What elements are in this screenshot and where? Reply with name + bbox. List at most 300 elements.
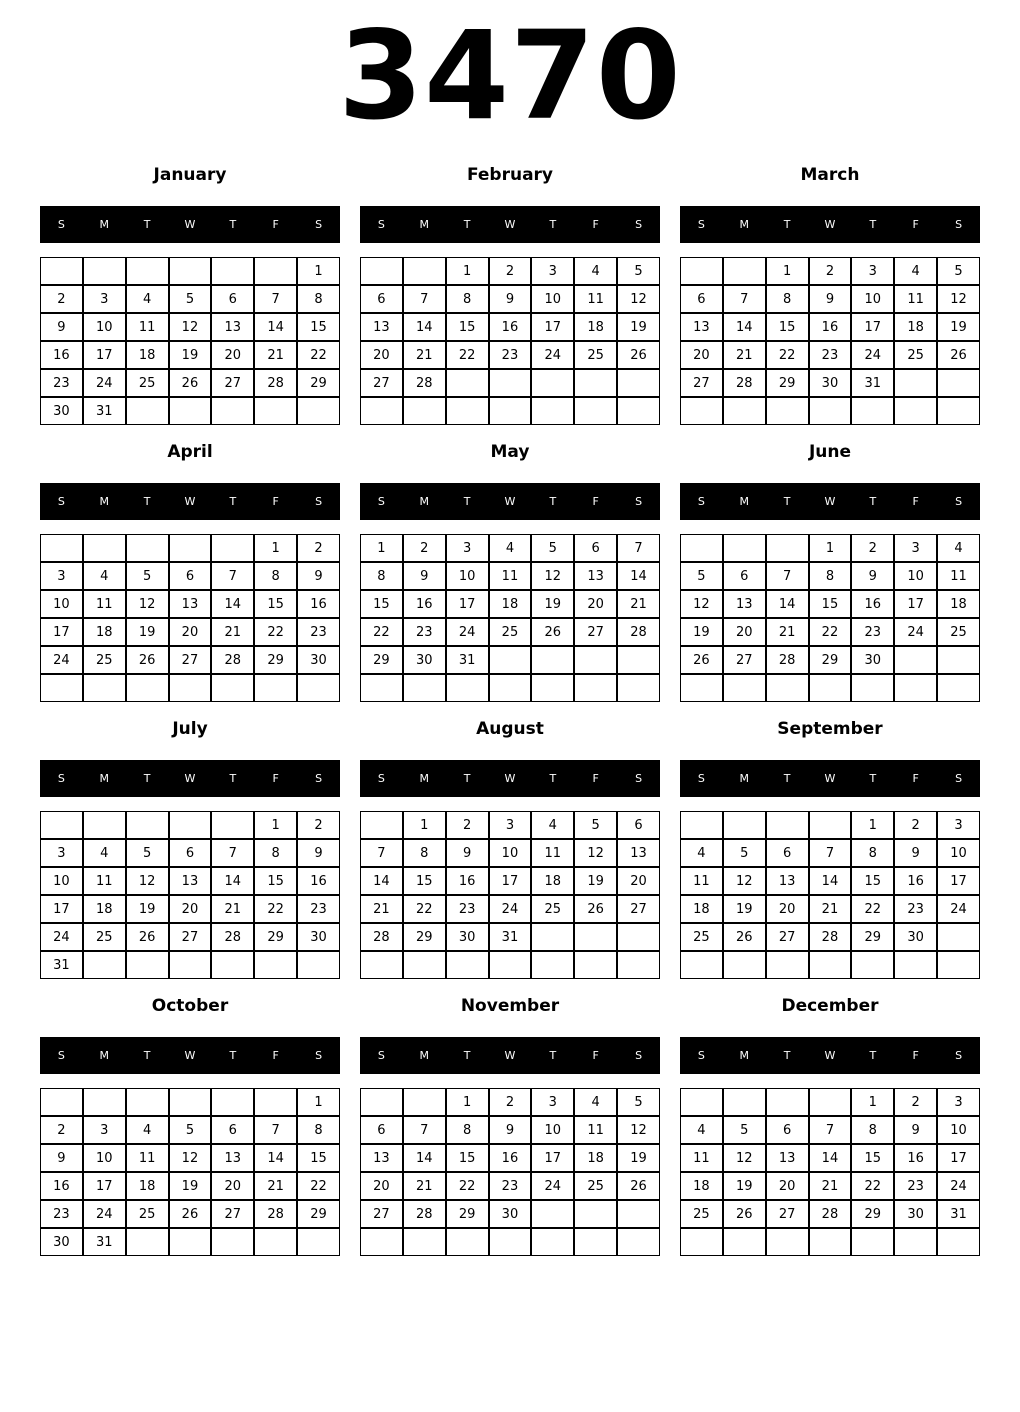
empty-cell — [809, 951, 852, 979]
week-row — [360, 341, 660, 369]
week-row — [680, 369, 980, 397]
empty-cell — [531, 397, 574, 425]
weekday-label: T — [463, 1049, 471, 1062]
week-row — [680, 867, 980, 895]
week-row — [680, 285, 980, 313]
date-cell: 24 — [937, 895, 980, 923]
weekday-label: W — [504, 772, 516, 785]
weekday-label: T — [549, 218, 557, 231]
date-cell: 1 — [360, 534, 403, 562]
empty-cell — [254, 1228, 297, 1256]
date-cell: 11 — [126, 1144, 169, 1172]
weekday-label: W — [504, 1049, 516, 1062]
date-cell: 9 — [40, 1144, 83, 1172]
date-cell: 5 — [169, 285, 212, 313]
date-cell: 21 — [766, 618, 809, 646]
week-row — [40, 674, 340, 702]
date-cell: 15 — [254, 590, 297, 618]
date-cell: 17 — [937, 867, 980, 895]
date-cell: 14 — [809, 867, 852, 895]
date-cell: 29 — [403, 923, 446, 951]
date-cell: 2 — [894, 1088, 937, 1116]
week-row — [360, 257, 660, 285]
date-cell: 22 — [254, 618, 297, 646]
week-row — [680, 839, 980, 867]
date-cell: 26 — [126, 923, 169, 951]
weekday-label: T — [549, 495, 557, 508]
date-cell: 23 — [297, 618, 340, 646]
date-cell: 24 — [40, 646, 83, 674]
date-cell: 24 — [489, 895, 532, 923]
date-cell: 28 — [211, 646, 254, 674]
empty-cell — [126, 674, 169, 702]
date-cell: 19 — [617, 313, 660, 341]
date-cell: 15 — [851, 1144, 894, 1172]
date-cell: 6 — [680, 285, 723, 313]
empty-cell — [126, 257, 169, 285]
weekday-header-bar — [680, 206, 980, 243]
date-cell: 22 — [851, 895, 894, 923]
date-cell: 6 — [169, 562, 212, 590]
week-row — [40, 839, 340, 867]
empty-cell — [574, 1200, 617, 1228]
week-row — [680, 811, 980, 839]
empty-cell — [254, 397, 297, 425]
date-cell: 6 — [169, 839, 212, 867]
date-cell: 25 — [680, 923, 723, 951]
date-cell: 10 — [531, 1116, 574, 1144]
date-cell: 22 — [446, 341, 489, 369]
week-row — [40, 285, 340, 313]
date-cell: 1 — [297, 1088, 340, 1116]
date-cell: 13 — [169, 590, 212, 618]
weekday-label: S — [697, 1049, 705, 1062]
date-cell: 6 — [360, 285, 403, 313]
date-cell: 21 — [254, 1172, 297, 1200]
date-cell: 31 — [83, 397, 126, 425]
date-cell: 12 — [169, 1144, 212, 1172]
weekday-label: S — [315, 218, 323, 231]
month-title: January — [153, 165, 227, 185]
date-cell: 29 — [254, 646, 297, 674]
weekday-label: F — [592, 772, 599, 785]
week-row — [40, 341, 340, 369]
weekday-label: F — [912, 772, 919, 785]
weekday-label: T — [143, 495, 151, 508]
weekday-label: S — [635, 1049, 643, 1062]
weekday-label: T — [143, 218, 151, 231]
date-cell: 26 — [723, 923, 766, 951]
empty-cell — [680, 1228, 723, 1256]
date-cell: 14 — [254, 313, 297, 341]
empty-cell — [40, 1088, 83, 1116]
date-cell: 28 — [809, 1200, 852, 1228]
empty-cell — [169, 1228, 212, 1256]
empty-cell — [126, 811, 169, 839]
weekday-header-bar — [40, 1037, 340, 1074]
date-cell: 10 — [83, 313, 126, 341]
date-cell: 27 — [766, 1200, 809, 1228]
week-row — [680, 1116, 980, 1144]
date-cell: 29 — [297, 369, 340, 397]
date-cell: 9 — [809, 285, 852, 313]
weekday-label: S — [57, 495, 65, 508]
empty-cell — [894, 1228, 937, 1256]
date-cell: 19 — [574, 867, 617, 895]
date-cell: 3 — [83, 1116, 126, 1144]
date-cell: 19 — [169, 341, 212, 369]
date-cell: 17 — [40, 895, 83, 923]
empty-cell — [169, 674, 212, 702]
week-row — [360, 923, 660, 951]
weekday-label: T — [783, 772, 791, 785]
empty-cell — [723, 534, 766, 562]
date-cell: 27 — [360, 369, 403, 397]
date-cell: 9 — [40, 313, 83, 341]
empty-cell — [851, 951, 894, 979]
month-may — [360, 429, 660, 706]
date-cell: 1 — [254, 534, 297, 562]
date-cell: 14 — [403, 1144, 446, 1172]
date-cell: 28 — [617, 618, 660, 646]
date-cell: 16 — [894, 1144, 937, 1172]
empty-cell — [360, 811, 403, 839]
date-cell: 25 — [574, 341, 617, 369]
date-cell: 23 — [851, 618, 894, 646]
date-cell: 29 — [297, 1200, 340, 1228]
weekday-label: T — [229, 1049, 237, 1062]
empty-cell — [937, 397, 980, 425]
date-cell: 17 — [489, 867, 532, 895]
date-cell: 18 — [531, 867, 574, 895]
weekday-label: W — [184, 495, 196, 508]
date-cell: 21 — [211, 618, 254, 646]
date-cell: 30 — [851, 646, 894, 674]
weekday-label: S — [635, 495, 643, 508]
week-row — [40, 534, 340, 562]
date-cell: 2 — [297, 811, 340, 839]
date-cell: 25 — [894, 341, 937, 369]
date-cell: 2 — [403, 534, 446, 562]
date-cell: 15 — [254, 867, 297, 895]
date-cell: 13 — [723, 590, 766, 618]
empty-cell — [169, 397, 212, 425]
date-cell: 3 — [851, 257, 894, 285]
date-cell: 17 — [531, 313, 574, 341]
date-cell: 28 — [403, 369, 446, 397]
date-cell: 30 — [894, 1200, 937, 1228]
weekday-label: T — [869, 218, 877, 231]
date-grid — [680, 811, 980, 979]
date-cell: 7 — [211, 562, 254, 590]
date-cell: 23 — [809, 341, 852, 369]
date-grid — [360, 257, 660, 425]
date-cell: 7 — [211, 839, 254, 867]
week-row — [40, 257, 340, 285]
empty-cell — [531, 646, 574, 674]
week-row — [40, 562, 340, 590]
empty-cell — [211, 1228, 254, 1256]
date-cell: 21 — [723, 341, 766, 369]
date-cell: 10 — [40, 867, 83, 895]
empty-cell — [40, 674, 83, 702]
date-cell: 13 — [211, 313, 254, 341]
week-row — [40, 1116, 340, 1144]
date-cell: 19 — [723, 895, 766, 923]
date-cell: 26 — [169, 369, 212, 397]
weekday-label: M — [419, 218, 430, 231]
month-june — [680, 429, 980, 706]
empty-cell — [937, 951, 980, 979]
weekday-header-bar — [40, 483, 340, 520]
date-cell: 31 — [851, 369, 894, 397]
date-cell: 18 — [83, 895, 126, 923]
date-cell: 21 — [403, 1172, 446, 1200]
date-cell: 9 — [403, 562, 446, 590]
week-row — [680, 1144, 980, 1172]
empty-cell — [809, 811, 852, 839]
date-cell: 4 — [126, 285, 169, 313]
date-cell: 1 — [446, 257, 489, 285]
date-cell: 14 — [360, 867, 403, 895]
date-cell: 20 — [169, 618, 212, 646]
empty-cell — [126, 1228, 169, 1256]
date-cell: 17 — [83, 341, 126, 369]
empty-cell — [126, 951, 169, 979]
date-cell: 28 — [360, 923, 403, 951]
date-cell: 21 — [254, 341, 297, 369]
empty-cell — [169, 1088, 212, 1116]
empty-cell — [360, 674, 403, 702]
date-cell: 17 — [83, 1172, 126, 1200]
date-cell: 22 — [809, 618, 852, 646]
date-cell: 12 — [169, 313, 212, 341]
weekday-header-bar — [680, 483, 980, 520]
empty-cell — [489, 646, 532, 674]
empty-cell — [617, 1228, 660, 1256]
weekday-label: S — [955, 1049, 963, 1062]
date-cell: 3 — [937, 811, 980, 839]
week-row — [40, 590, 340, 618]
date-cell: 20 — [360, 1172, 403, 1200]
date-cell: 8 — [446, 1116, 489, 1144]
empty-cell — [766, 397, 809, 425]
date-cell: 2 — [297, 534, 340, 562]
date-cell: 15 — [360, 590, 403, 618]
date-cell: 11 — [126, 313, 169, 341]
date-cell: 17 — [894, 590, 937, 618]
empty-cell — [169, 951, 212, 979]
date-cell: 12 — [680, 590, 723, 618]
date-cell: 1 — [851, 811, 894, 839]
date-cell: 5 — [531, 534, 574, 562]
week-row — [360, 397, 660, 425]
date-cell: 5 — [723, 839, 766, 867]
date-cell: 18 — [574, 1144, 617, 1172]
empty-cell — [254, 951, 297, 979]
empty-cell — [40, 257, 83, 285]
empty-cell — [937, 1228, 980, 1256]
week-row — [360, 674, 660, 702]
empty-cell — [360, 1228, 403, 1256]
weekday-label: M — [99, 495, 110, 508]
weekday-label: W — [824, 495, 836, 508]
month-march — [680, 152, 980, 429]
date-cell: 11 — [937, 562, 980, 590]
date-cell: 2 — [809, 257, 852, 285]
date-cell: 9 — [894, 1116, 937, 1144]
date-cell: 2 — [40, 1116, 83, 1144]
date-cell: 5 — [574, 811, 617, 839]
date-cell: 16 — [851, 590, 894, 618]
empty-cell — [617, 646, 660, 674]
empty-cell — [809, 1088, 852, 1116]
empty-cell — [809, 397, 852, 425]
date-cell: 30 — [446, 923, 489, 951]
date-cell: 21 — [403, 341, 446, 369]
empty-cell — [83, 534, 126, 562]
date-cell: 23 — [894, 1172, 937, 1200]
date-cell: 16 — [297, 867, 340, 895]
weekday-label: T — [463, 495, 471, 508]
date-cell: 23 — [446, 895, 489, 923]
date-cell: 13 — [574, 562, 617, 590]
date-cell: 14 — [723, 313, 766, 341]
date-cell: 28 — [254, 1200, 297, 1228]
date-cell: 16 — [403, 590, 446, 618]
date-cell: 14 — [211, 590, 254, 618]
empty-cell — [211, 674, 254, 702]
weekday-label: T — [143, 1049, 151, 1062]
date-cell: 15 — [297, 1144, 340, 1172]
date-cell: 5 — [937, 257, 980, 285]
weekday-label: T — [463, 772, 471, 785]
empty-cell — [894, 951, 937, 979]
date-cell: 18 — [83, 618, 126, 646]
date-cell: 4 — [574, 257, 617, 285]
empty-cell — [937, 674, 980, 702]
date-cell: 29 — [851, 1200, 894, 1228]
weekday-label: S — [377, 218, 385, 231]
week-row — [40, 951, 340, 979]
empty-cell — [723, 397, 766, 425]
date-cell: 28 — [211, 923, 254, 951]
date-cell: 28 — [766, 646, 809, 674]
empty-cell — [489, 369, 532, 397]
empty-cell — [723, 257, 766, 285]
empty-cell — [360, 397, 403, 425]
date-cell: 10 — [937, 1116, 980, 1144]
week-row — [360, 590, 660, 618]
date-cell: 12 — [617, 285, 660, 313]
date-cell: 21 — [809, 1172, 852, 1200]
date-cell: 7 — [254, 285, 297, 313]
date-cell: 7 — [723, 285, 766, 313]
weekday-label: S — [315, 772, 323, 785]
week-row — [680, 397, 980, 425]
empty-cell — [680, 534, 723, 562]
weekday-label: T — [869, 495, 877, 508]
date-cell: 9 — [851, 562, 894, 590]
empty-cell — [766, 811, 809, 839]
weekday-label: T — [869, 1049, 877, 1062]
date-cell: 29 — [360, 646, 403, 674]
week-row — [360, 867, 660, 895]
date-cell: 27 — [211, 369, 254, 397]
date-cell: 24 — [851, 341, 894, 369]
empty-cell — [851, 674, 894, 702]
date-cell: 11 — [680, 1144, 723, 1172]
date-cell: 20 — [766, 895, 809, 923]
empty-cell — [297, 951, 340, 979]
year-title: 3470 — [338, 5, 682, 147]
date-cell: 9 — [297, 562, 340, 590]
date-cell: 1 — [297, 257, 340, 285]
date-cell: 23 — [489, 1172, 532, 1200]
date-cell: 12 — [617, 1116, 660, 1144]
month-title: April — [167, 442, 213, 462]
date-cell: 8 — [809, 562, 852, 590]
empty-cell — [574, 1228, 617, 1256]
date-cell: 17 — [851, 313, 894, 341]
weekday-label: S — [377, 772, 385, 785]
date-cell: 31 — [40, 951, 83, 979]
empty-cell — [723, 1088, 766, 1116]
empty-cell — [169, 257, 212, 285]
week-row — [680, 895, 980, 923]
date-cell: 11 — [574, 1116, 617, 1144]
month-april — [40, 429, 340, 706]
empty-cell — [723, 1228, 766, 1256]
date-cell: 19 — [169, 1172, 212, 1200]
weekday-label: S — [315, 1049, 323, 1062]
empty-cell — [766, 534, 809, 562]
date-cell: 20 — [617, 867, 660, 895]
date-cell: 28 — [723, 369, 766, 397]
week-row — [40, 895, 340, 923]
weekday-label: S — [377, 1049, 385, 1062]
date-cell: 25 — [574, 1172, 617, 1200]
month-title: March — [800, 165, 860, 185]
date-cell: 8 — [403, 839, 446, 867]
date-cell: 30 — [40, 397, 83, 425]
date-cell: 12 — [723, 1144, 766, 1172]
week-row — [40, 646, 340, 674]
empty-cell — [297, 397, 340, 425]
empty-cell — [360, 1088, 403, 1116]
empty-cell — [894, 369, 937, 397]
date-cell: 12 — [531, 562, 574, 590]
date-cell: 4 — [937, 534, 980, 562]
weekday-label: W — [824, 1049, 836, 1062]
month-september — [680, 706, 980, 983]
week-row — [360, 369, 660, 397]
weekday-label: S — [635, 218, 643, 231]
weekday-label: F — [592, 218, 599, 231]
date-cell: 7 — [403, 285, 446, 313]
date-cell: 14 — [617, 562, 660, 590]
month-title: December — [781, 996, 879, 1016]
week-row — [680, 674, 980, 702]
empty-cell — [83, 811, 126, 839]
weekday-label: S — [57, 772, 65, 785]
date-cell: 18 — [489, 590, 532, 618]
date-cell: 23 — [40, 1200, 83, 1228]
date-cell: 16 — [40, 341, 83, 369]
empty-cell — [937, 923, 980, 951]
date-cell: 30 — [403, 646, 446, 674]
weekday-label: S — [955, 218, 963, 231]
